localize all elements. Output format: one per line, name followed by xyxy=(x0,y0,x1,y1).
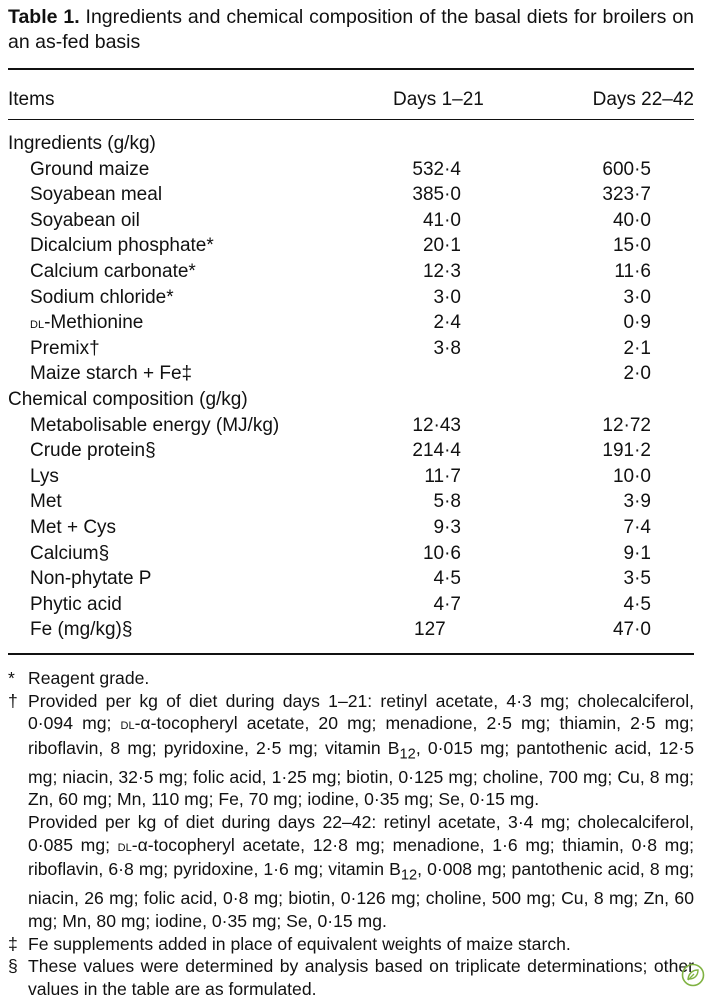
row-label: Calcium§ xyxy=(30,542,110,564)
row-label: Soyabean oil xyxy=(30,209,140,231)
value-days-1-21: 41·0 xyxy=(422,209,461,231)
table-row xyxy=(8,592,694,618)
table-row xyxy=(8,566,694,592)
value-days-22-42: 600·5 xyxy=(602,158,651,180)
footnote-text: -α-tocopheryl acetate, 12·8 mg; menadione, 1·6 mg; thiamin, 0·8 mg; riboflavin, 6·8 mg; pyridoxine, 1·6 mg; vitamin B xyxy=(28,834,695,880)
header-rule xyxy=(8,119,694,120)
header-items: Items xyxy=(8,89,55,110)
row-label: Soyabean meal xyxy=(30,184,163,206)
row-label: Dicalcium phosphate* xyxy=(30,235,214,257)
footnote-premix xyxy=(8,690,694,933)
value-days-22-42: 191·2 xyxy=(602,440,651,462)
table-row xyxy=(8,617,694,643)
value-days-1-21: 20·1 xyxy=(422,235,461,257)
leaf-logo-icon xyxy=(681,963,705,987)
table-row xyxy=(8,541,694,567)
value-days-22-42: 15·0 xyxy=(612,235,651,257)
row-label-text: -Methionine xyxy=(44,312,144,334)
value-days-1-21: 10·6 xyxy=(422,542,461,564)
footnote-reagent xyxy=(8,667,694,690)
value-days-1-21: 12·3 xyxy=(422,260,461,282)
row-label: Fe (mg/kg)§ xyxy=(30,619,133,641)
footnote-text: Provided per kg of diet during days 22–42: retinyl acetate, 3·4 mg; cholecalciferol, 0·085 mg; xyxy=(28,812,694,855)
row-label: Lys xyxy=(30,465,59,487)
footnote-mark: * xyxy=(8,668,15,688)
value-days-22-42: 47·0 xyxy=(612,619,651,641)
footnote-text: Provided per kg of diet during days 1–21: retinyl acetate, 4·3 mg; cholecalciferol, 0·094 mg; xyxy=(28,690,694,734)
table-row xyxy=(8,361,694,387)
value-days-22-42: 3·5 xyxy=(623,568,651,590)
row-label: Ground maize xyxy=(30,158,150,180)
footnote-premix-days-22-42 xyxy=(28,811,694,932)
value-days-22-42: 12·72 xyxy=(602,414,651,436)
value-days-22-42: 7·4 xyxy=(623,516,651,538)
row-label: Crude protein§ xyxy=(30,440,156,462)
footnote-mark: † xyxy=(8,690,18,711)
value-days-22-42: 0·9 xyxy=(623,312,651,334)
value-days-22-42: 3·9 xyxy=(623,491,651,513)
row-label: Calcium carbonate* xyxy=(30,260,196,282)
value-days-1-21: 3·0 xyxy=(433,286,461,308)
value-days-1-21: 9·3 xyxy=(433,516,461,538)
footnote-mark: § xyxy=(8,956,18,977)
footnote-mark: ‡ xyxy=(8,933,18,954)
value-days-1-21: 214·4 xyxy=(412,440,461,462)
value-days-22-42: 11·6 xyxy=(614,260,651,282)
table-caption xyxy=(8,5,694,55)
section-chemical-composition xyxy=(8,387,694,413)
value-days-22-42: 10·0 xyxy=(612,465,651,487)
row-label xyxy=(30,310,143,337)
table-row xyxy=(8,464,694,490)
row-label: Met + Cys xyxy=(30,516,117,538)
table-row xyxy=(8,233,694,259)
value-days-1-21: 2·4 xyxy=(433,312,461,334)
value-days-22-42: 2·0 xyxy=(623,363,651,385)
table-body xyxy=(8,131,694,643)
footnote-analysis xyxy=(8,955,694,1000)
value-days-1-21: 5·8 xyxy=(433,491,461,513)
footnote-premix-days-1-21 xyxy=(28,690,694,811)
value-days-22-42: 323·7 xyxy=(602,184,651,206)
row-label: Met xyxy=(30,491,62,513)
section-ingredients xyxy=(8,131,694,157)
footnote-text: , 0·015 mg; pantothenic acid, 12·5 mg; niacin, 32·5 mg; folic acid, 1·25 mg; biotin, 0·125 mg; choline, 700 mg; Cu, 8 mg; Zn, 60 mg; Mn, 110 mg; Fe, 70 mg; iodine, 0·35 mg; Se, 0·15 mg. xyxy=(28,737,694,810)
value-days-1-21: 385·0 xyxy=(412,184,461,206)
footnote-text: These values were determined by analysis based on triplicate determinations; other values in the table are as formulated. xyxy=(28,956,694,999)
footnote-text: Fe supplements added in place of equivalent weights of maize starch. xyxy=(28,933,571,954)
value-days-1-21: 4·5 xyxy=(433,568,461,590)
row-label: Non-phytate P xyxy=(30,568,152,590)
table-row xyxy=(8,285,694,311)
table-label: Table 1. xyxy=(8,6,80,28)
value-days-1-21: 4·7 xyxy=(433,593,461,615)
footnote-fe-supplement xyxy=(8,933,694,956)
value-days-1-21: 12·43 xyxy=(412,414,461,436)
row-label: Metabolisable energy (MJ/kg) xyxy=(30,414,280,436)
row-label: Premix† xyxy=(30,337,100,359)
value-days-22-42: 3·0 xyxy=(623,286,651,308)
table-row xyxy=(8,515,694,541)
section-label: Ingredients (g/kg) xyxy=(8,133,156,154)
value-days-1-21: 11·7 xyxy=(424,465,461,487)
value-days-22-42: 40·0 xyxy=(612,209,651,231)
dl-prefix: dl xyxy=(120,716,135,734)
value-days-22-42: 9·1 xyxy=(623,542,651,564)
table-row xyxy=(8,182,694,208)
table-row xyxy=(8,438,694,464)
table-row xyxy=(8,336,694,362)
table-header xyxy=(8,87,694,113)
section-label: Chemical composition (g/kg) xyxy=(8,388,248,410)
value-days-1-21: 3·8 xyxy=(433,337,461,359)
dl-prefix: dl xyxy=(30,315,45,333)
table-row xyxy=(8,489,694,515)
table-row xyxy=(8,259,694,285)
table-row xyxy=(8,208,694,234)
table-row xyxy=(8,413,694,439)
header-days-22-42: Days 22–42 xyxy=(592,89,694,110)
footnote-text: Reagent grade. xyxy=(28,668,150,688)
subscript: 12 xyxy=(399,746,416,763)
table-row xyxy=(8,157,694,183)
row-label: Phytic acid xyxy=(30,593,122,615)
value-days-22-42: 2·1 xyxy=(623,337,651,359)
value-days-1-21: 532·4 xyxy=(412,158,461,180)
subscript: 12 xyxy=(400,867,418,884)
header-days-1-21: Days 1–21 xyxy=(393,89,484,110)
footnote-text: , 0·008 mg; pantothenic acid, 8 mg; niacin, 26 mg; folic acid, 0·8 mg; biotin, 0·126 mg; choline, 500 mg; Cu, 8 mg; Zn, 60 mg; Mn, 80 mg; iodine, 0·35 mg; Se, 0·15 mg. xyxy=(28,859,695,931)
footnote-text: -α-tocopheryl acetate, 20 mg; menadione, 2·5 mg; thiamin, 2·5 mg; riboflavin, 8 mg; pyridoxine, 2·5 mg; vitamin B xyxy=(28,713,694,758)
dl-prefix: dl xyxy=(117,837,132,855)
row-label: Maize starch + Fe‡ xyxy=(30,363,193,385)
footnotes xyxy=(8,667,694,1000)
caption-text: Ingredients and chemical composition of the basal diets for broilers on an as-fed basis xyxy=(8,6,694,53)
table-row xyxy=(8,310,694,336)
value-days-1-21: 127 xyxy=(414,619,446,641)
bottom-rule xyxy=(8,653,694,655)
value-days-22-42: 4·5 xyxy=(623,593,651,615)
row-label: Sodium chloride* xyxy=(30,286,174,308)
top-rule xyxy=(8,68,694,70)
